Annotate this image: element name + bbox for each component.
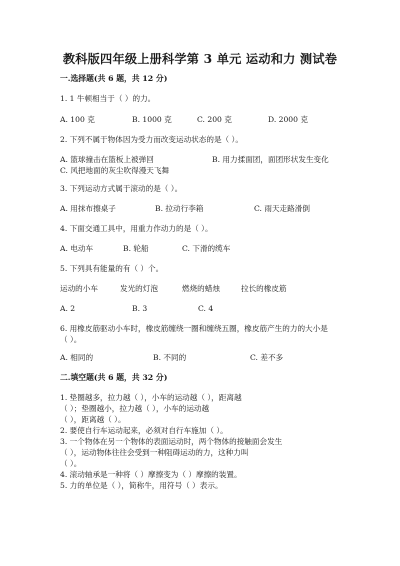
question-1-option-a: A. 100 克 bbox=[60, 115, 95, 124]
question-4-option-a: A. 电动车 bbox=[60, 244, 94, 253]
fill-line: 2. 要使自行车运动起来，必须对自行车施加（ ）。 bbox=[60, 426, 228, 435]
fill-line: （ ）；垫圈越小，拉力越（ ），小车的运动越 bbox=[60, 404, 210, 413]
section-heading-fill-blank: 二.填空题(共 6 题，共 32 分) bbox=[60, 373, 168, 382]
page-title: 教科版四年级上册科学第 3 单元 运动和力 测试卷 bbox=[62, 52, 338, 66]
question-5-option-c: C. 4 bbox=[198, 304, 214, 313]
question-6-option-b: B. 不同的 bbox=[153, 353, 187, 362]
question-6-option-c: C. 差不多 bbox=[250, 353, 284, 362]
question-6-option-a: A. 相同的 bbox=[60, 353, 94, 362]
question-3-option-b: B. 拉动行李箱 bbox=[155, 204, 204, 213]
question-6-stem-line-2: （ ）。 bbox=[60, 335, 82, 344]
question-5-item-3: 燃烧的蜡烛 bbox=[182, 284, 220, 293]
fill-line: （ ）。 bbox=[60, 459, 82, 468]
question-1-option-d: D. 2000 克 bbox=[268, 115, 308, 124]
fill-line: 1. 垫圈越多，拉力越（ ），小车的运动越（ ），距离越 bbox=[60, 393, 242, 402]
question-5-option-b: B. 3 bbox=[132, 304, 148, 313]
question-2-stem: 2. 下列不属于物体因为受力而改变运动状态的是（ ）。 bbox=[60, 135, 243, 144]
question-5-item-1: 运动的小车 bbox=[60, 284, 98, 293]
question-3-option-c: C. 雨天走路滑倒 bbox=[254, 204, 310, 213]
question-5-option-a: A. 2 bbox=[60, 304, 76, 313]
question-1-option-c: C. 200 克 bbox=[197, 115, 232, 124]
fill-line: （ ），运动物体往往会受到一种阻碍运动的力，这种力叫 bbox=[60, 448, 249, 457]
question-6-stem-line-1: 6. 用橡皮筋驱动小车时，橡皮筋缠绕一圈和缠绕五圈，橡皮筋产生的力的大小是 bbox=[60, 324, 328, 333]
question-4-option-b: B. 轮船 bbox=[123, 244, 149, 253]
question-2-option-b: B. 用力揉面团，面团形状发生变化 bbox=[212, 155, 329, 164]
question-5-item-4: 拉长的橡皮筋 bbox=[241, 284, 287, 293]
fill-line: 4. 滚动轴承是一种将（ ）摩擦变为（ ）摩擦的装置。 bbox=[60, 470, 242, 479]
question-1-stem: 1. 1 牛顿相当于（ ）的力。 bbox=[60, 94, 156, 103]
fill-line: 5. 力的单位是（ ），简称牛，用符号（ ）表示。 bbox=[60, 481, 223, 490]
section-heading-choice: 一.选择题(共 6 题，共 12 分) bbox=[60, 74, 168, 83]
question-2-option-c: C. 风把地面的灰尘吹得漫天飞舞 bbox=[60, 166, 170, 175]
question-4-stem: 4. 下面交通工具中，用重力作动力的是（ ）。 bbox=[60, 224, 213, 233]
question-3-stem: 3. 下列运动方式属于滚动的是（ ）。 bbox=[60, 184, 183, 193]
fill-line: 3. 一个物体在另一个物体的表面运动时，两个物体的接触面会发生 bbox=[60, 437, 283, 446]
question-2-option-a: A. 篮球撞击在篮板上被弹回 bbox=[60, 155, 154, 164]
fill-line: （ ），距离越（ ）。 bbox=[60, 415, 126, 424]
question-5-item-2: 发光的灯泡 bbox=[120, 284, 158, 293]
question-5-stem: 5. 下列具有能量的有（ ）个。 bbox=[60, 264, 164, 273]
question-1-option-b: B. 1000 克 bbox=[132, 115, 172, 124]
question-3-option-a: A. 用抹布擦桌子 bbox=[60, 204, 116, 213]
question-4-option-c: C. 下滑的缆车 bbox=[182, 244, 231, 253]
